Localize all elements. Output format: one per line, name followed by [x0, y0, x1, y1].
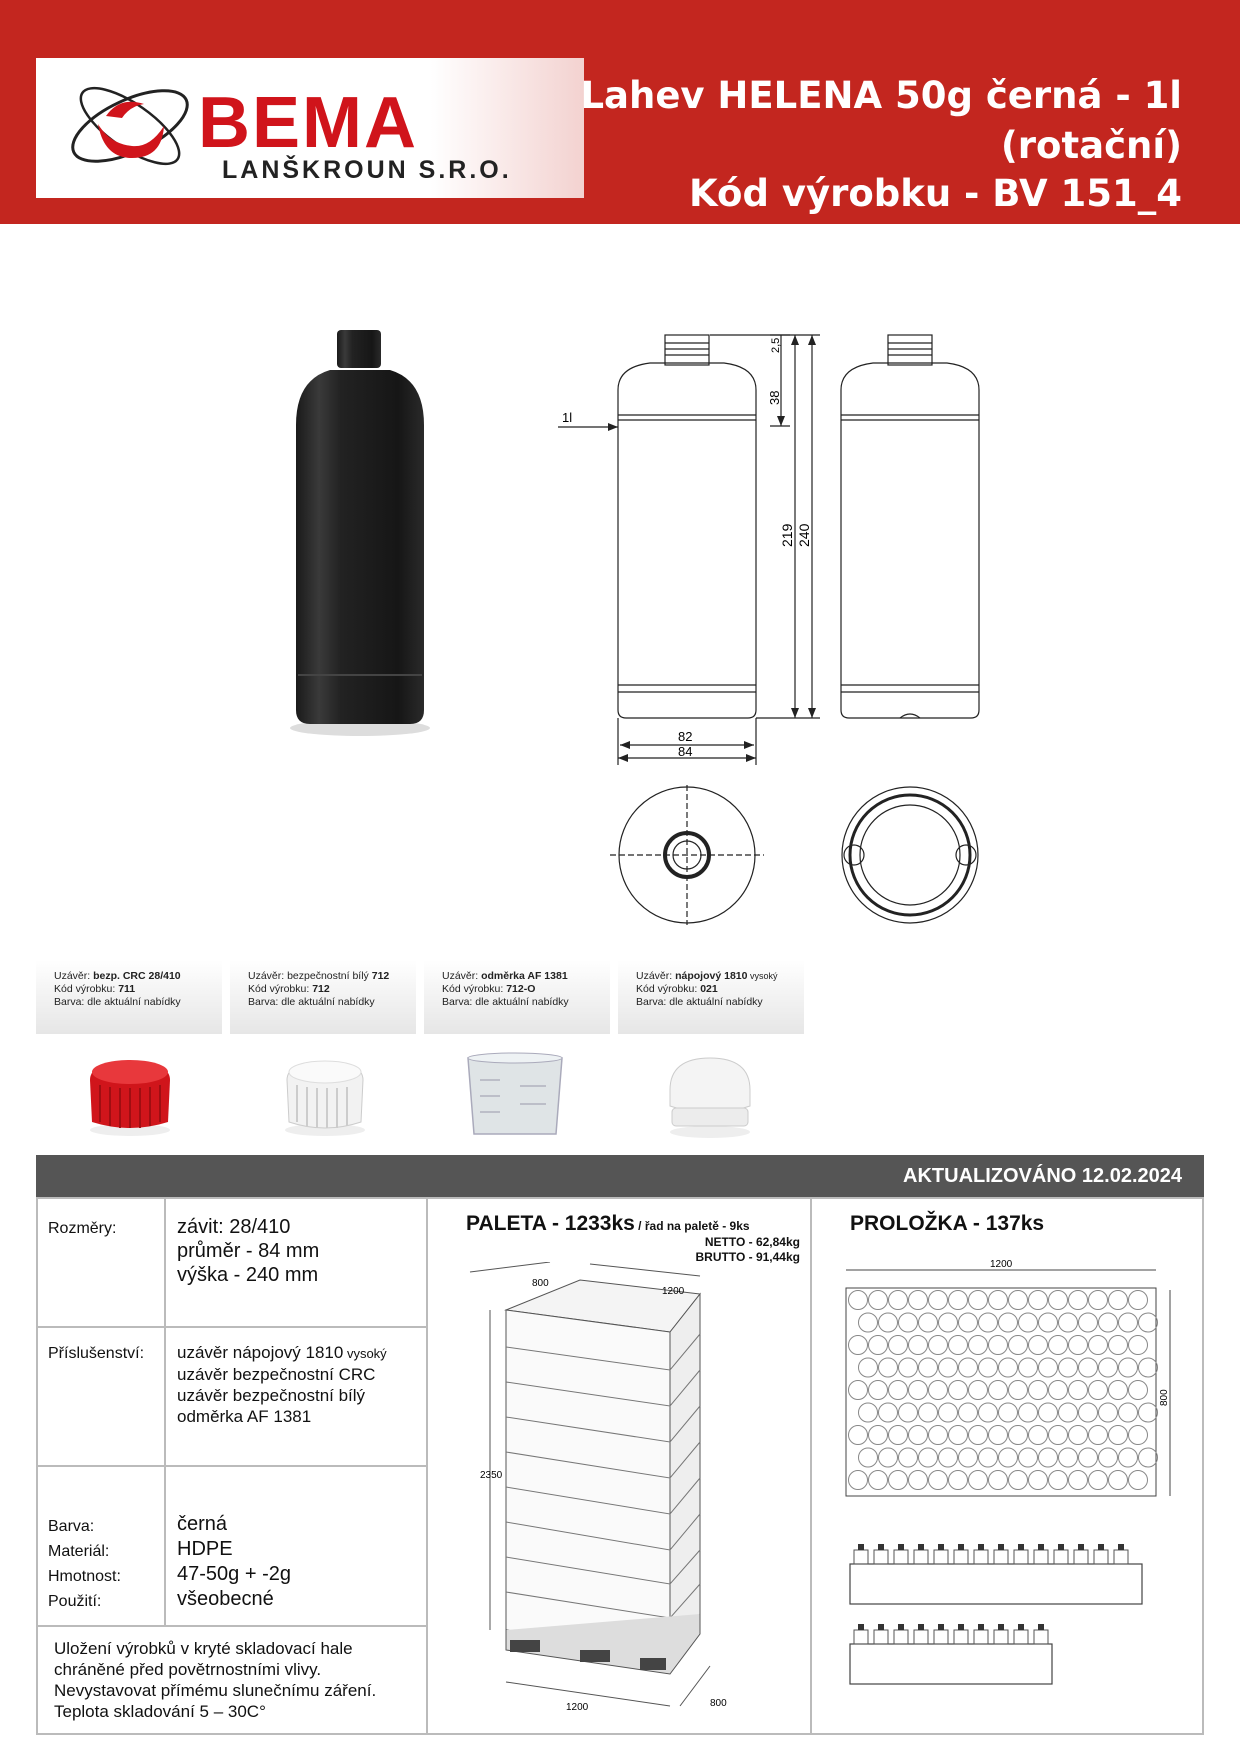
layer-bottle-grid	[849, 1291, 1158, 1490]
technical-drawing	[550, 325, 1000, 965]
dim-neck: 2,5	[770, 337, 782, 353]
pallet-bottom-depth: 800	[710, 1698, 727, 1709]
dims-label: Rozměry:	[48, 1220, 117, 1237]
accessory-caption-white: Uzávěr: bezpečnostní bílý 712 Kód výrobku: 712 Barva: dle aktuální nabídky	[230, 960, 416, 1034]
layer-drawing	[840, 1258, 1180, 1728]
measuring-cup-photo	[460, 1050, 570, 1140]
bema-logo-icon	[60, 66, 200, 186]
pallet-height: 2350	[480, 1470, 503, 1481]
dim-shoulder: 38	[767, 390, 782, 405]
accessory-caption-measure: Uzávěr: odměrka AF 1381 Kód výrobku: 712-O Barva: dle aktuální nabídky	[424, 960, 610, 1034]
layer-title: PROLOŽKA - 137ks	[850, 1212, 1045, 1235]
dim-total-height: 240	[796, 523, 812, 547]
logo-wordmark: BEMA	[198, 83, 418, 163]
pallet-drawing	[450, 1262, 800, 1727]
dims-values: závit: 28/410 průměr - 84 mm výška - 240 mm	[177, 1216, 320, 1286]
update-date: AKTUALIZOVÁNO 12.02.2024	[903, 1165, 1182, 1187]
pallet-title: PALETA - 1233ks / řad na paletě - 9ks	[466, 1212, 750, 1235]
dim-outer-diameter: 84	[678, 744, 693, 759]
layer-bottle-row-1	[854, 1544, 1128, 1564]
layer-depth: 800	[1159, 1389, 1170, 1406]
logo-subtitle: LANŠKROUN S.R.O.	[222, 156, 512, 184]
red-cap-photo	[80, 1050, 180, 1140]
product-subtitle: (rotační)	[1000, 124, 1182, 167]
accessory-caption-drink: Uzávěr: nápojový 1810 vysoký Kód výrobku: 021 Barva: dle aktuální nabídky	[618, 960, 804, 1034]
pallet-top-depth: 800	[532, 1278, 549, 1289]
accessories-label: Příslušenství:	[48, 1345, 145, 1362]
accessory-caption-crc: Uzávěr: bezp. CRC 28/410 Kód výrobku: 711 Barva: dle aktuální nabídky	[36, 960, 222, 1034]
props-labels: Barva: Materiál: Hmotnost: Použití:	[48, 1518, 121, 1610]
accessories-values: uzávěr nápojový 1810 vysoký uzávěr bezpečnostní CRC uzávěr bezpečnostní bílý odměrka AF 1381	[177, 1343, 387, 1426]
props-values: černá HDPE 47-50g + -2g všeobecné	[177, 1513, 291, 1610]
dim-body-height: 219	[779, 523, 795, 547]
drink-cap-photo	[660, 1050, 760, 1140]
layer-width: 1200	[990, 1259, 1013, 1270]
pallet-bottom-width: 1200	[566, 1702, 589, 1713]
product-code: Kód výrobku - BV 151_4	[689, 172, 1182, 215]
volume-label: 1l	[562, 410, 573, 425]
product-title: Lahev HELENA 50g černá - 1l	[580, 74, 1182, 117]
storage-note: Uložení výrobků v kryté skladovací hale chráněné před povětrnostními vlivy. Nevystavovat přímému slunečnímu záření. Teplota skladování 5 – 30C°	[54, 1639, 377, 1721]
dim-inner-diameter: 82	[678, 729, 693, 744]
layer-bottle-row-2	[854, 1624, 1048, 1644]
pallet-top-width: 1200	[662, 1286, 685, 1297]
white-cap-photo	[275, 1050, 375, 1140]
bottle-photo	[280, 320, 440, 740]
pallet-weights: NETTO - 62,84kg BRUTTO - 91,44kg	[695, 1235, 800, 1264]
